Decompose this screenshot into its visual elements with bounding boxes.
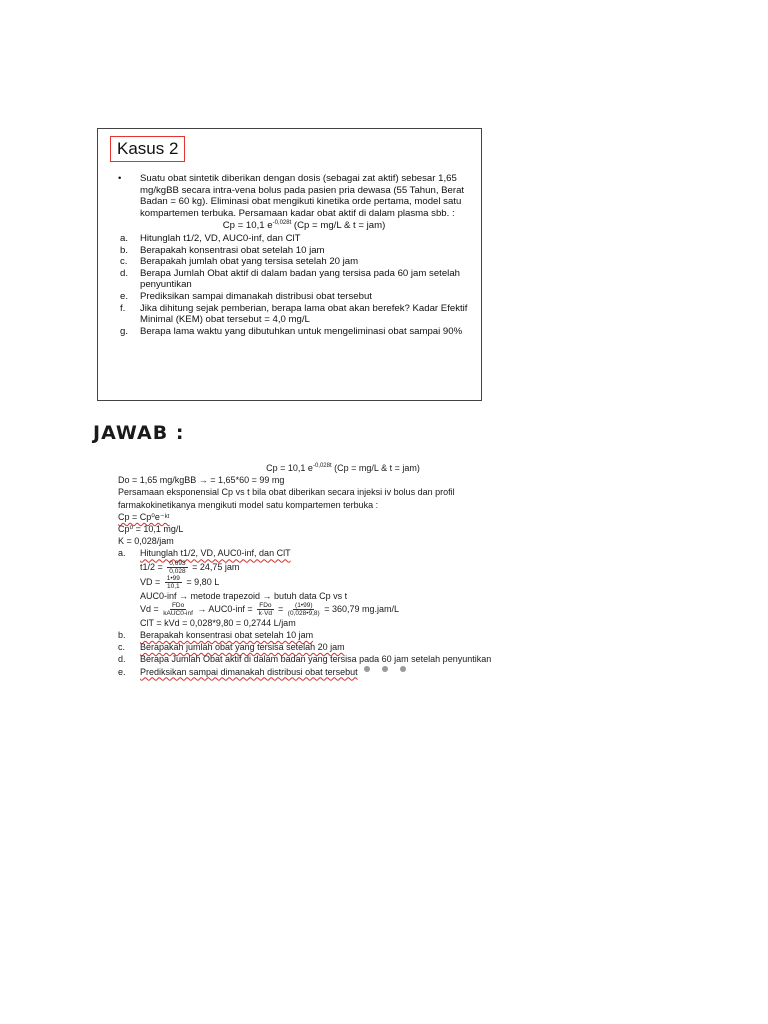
question-list bbox=[118, 233, 470, 337]
k-value: K = 0,028/jam bbox=[118, 536, 174, 547]
auc-formula: Vd = $\frac{\text{FDo}}{\text{kAUC0-inf}}$ → AUC0-inf = $\frac{\text{FDo}}{k\cdot Vd}$ = $\frac{(1•99)}{(0,028•9,8)}$ = 360,79 mg.jam/L bbox=[140, 601, 400, 617]
clearance-formula: ClT = kVd = 0,028*9,80 = 0,2744 L/jam bbox=[140, 617, 296, 628]
question-item: b. Berapakah konsentrasi obat setelah 10 jam bbox=[120, 244, 325, 256]
t-half-formula: t1/2 = $\frac{0,693}{0,028}$ = 24,75 jam bbox=[140, 559, 240, 575]
vd-formula: VD = $\frac{1•99}{10,1}$ = 9,80 L bbox=[140, 574, 220, 590]
loading-dot bbox=[400, 666, 406, 672]
description-line-2: farmakokinetikanya mengikuti model satu kompartemen terbuka : bbox=[118, 499, 379, 510]
question-item: a. Hitunglah t1/2, VD, AUC0-inf, dan ClT bbox=[120, 232, 301, 244]
question-item: e. Prediksikan sampai dimanakah distribusi obat tersebut bbox=[120, 290, 372, 302]
case-intro-text: Suatu obat sintetik diberikan dengan dosis (sebagai zat aktif) sebesar 1,65 mg/kgBB secara intra-vena bolus pada pasien pria dewasa (55 Tahun, Berat Badan = 60 kg). Eliminasi obat mengikuti kinetika orde pertama, model satu kompartemen terbuka. Persamaan kadar obat aktif di dalam plasma sbb. : bbox=[140, 173, 465, 219]
loading-dot bbox=[382, 666, 388, 672]
answer-item-c: c. Berapakah jumlah obat yang tersisa setelah 20 jam bbox=[118, 642, 345, 653]
case-equation: Cp = 10,1 $e^{-0,028t}$ (Cp = mg/L & t = jam) bbox=[222, 220, 386, 232]
answer-equation: Cp = 10,1 $e^{-0,028t}$ (Cp = mg/L & t = jam) bbox=[266, 463, 420, 473]
question-item: g. Berapa lama waktu yang dibutuhkan untuk mengeliminasi obat sampai 90% bbox=[120, 325, 463, 337]
vd2-fraction: $\frac{\text{FDo}}{\text{kAUC0-inf}}$ bbox=[163, 601, 193, 617]
case-body bbox=[118, 173, 470, 337]
answer-item-d: d. Berapa Jumlah Obat aktif di dalam badan yang tersisa pada 60 jam setelah penyuntikan bbox=[118, 654, 492, 665]
answer-block bbox=[118, 462, 568, 678]
answer-item-a: a. Hitunglah t1/2, VD, AUC0-inf, dan ClT bbox=[118, 548, 291, 559]
case-title: Kasus 2 bbox=[110, 136, 185, 162]
case-intro bbox=[118, 173, 470, 219]
cp-general: Cp = Cp⁰e⁻ᵏᵗ bbox=[118, 511, 170, 522]
auc-fraction-1: $\frac{\text{FDo}}{k\cdot Vd}$ bbox=[258, 601, 273, 617]
answer-item-b: b. Berapakah konsentrasi obat setelah 10 jam bbox=[118, 630, 314, 641]
question-item: c. Berapakah jumlah obat yang tersisa setelah 20 jam bbox=[120, 256, 359, 268]
loading-dots bbox=[364, 666, 406, 678]
bullet: • bbox=[118, 173, 122, 184]
description-line-1: Persamaan eksponensial Cp vs t bila obat diberikan secara injeksi iv bolus dan profil bbox=[118, 487, 455, 498]
question-item: f. Jika dihitung sejak pemberian, berapa lama obat akan berefek? Kadar Efektif Minimal (KEM) obat tersebut = 4,0 mg/L bbox=[120, 302, 468, 326]
auc-method: AUC0-inf → metode trapezoid → butuh data Cp vs t bbox=[140, 590, 348, 601]
case-box bbox=[97, 128, 482, 401]
vd-fraction: $\frac{1•99}{10,1}$ bbox=[166, 574, 180, 590]
question-item: d. Berapa Jumlah Obat aktif di dalam badan yang tersisa pada 60 jam setelah penyuntikan bbox=[120, 267, 460, 291]
cp0-value: Cp⁰ = 10,1 mg/L bbox=[118, 524, 184, 535]
answer-item-e: e. Prediksikan sampai dimanakah distribusi obat tersebut bbox=[118, 666, 568, 678]
dose-line: Do = 1,65 mg/kgBB → = 1,65*60 = 99 mg bbox=[118, 475, 285, 486]
auc-fraction-2: $\frac{(1•99)}{(0,028•9,8)}$ bbox=[287, 601, 320, 617]
t-half-fraction: $\frac{0,693}{0,028}$ bbox=[169, 559, 186, 575]
loading-dot bbox=[364, 666, 370, 672]
answer-heading: JAWAB : bbox=[93, 422, 185, 444]
